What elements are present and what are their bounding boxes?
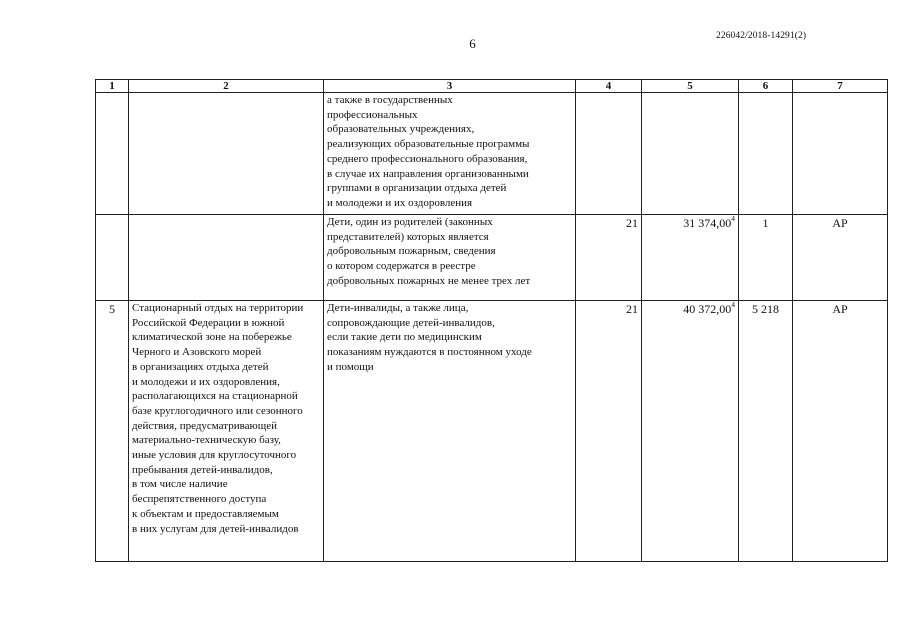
text-line: показаниям нуждаются в постоянном уходе	[327, 346, 532, 359]
text-line: и молодежи и их оздоровления	[327, 196, 473, 209]
text-line: добровольным пожарным, сведения	[327, 245, 496, 258]
footnote-mark: 4	[731, 300, 735, 309]
text-line: реализующих образовательные программы	[327, 138, 530, 151]
row-number-cell	[96, 215, 129, 301]
text-line: материально-техническую базу,	[132, 434, 281, 447]
text-line: действия, предусматривающей	[132, 419, 277, 432]
text-line: представителей) которых является	[327, 230, 489, 243]
text-line: Стационарный отдых на территории	[132, 302, 304, 314]
cost-cell	[642, 301, 739, 562]
days-cell: 21	[576, 301, 642, 562]
service-cell	[129, 93, 324, 215]
column-header: 5	[642, 80, 739, 93]
text-line: о котором содержатся в реестре	[327, 260, 476, 273]
table-row	[96, 301, 888, 562]
cost-cell	[642, 215, 739, 301]
service-cell	[129, 301, 324, 562]
service-cell	[129, 215, 324, 301]
data-table	[95, 79, 888, 562]
column-header: 6	[739, 80, 793, 93]
text-line: среднего профессионального образования,	[327, 152, 528, 165]
footnote-mark: 4	[731, 214, 735, 223]
text-line: в них услугам для детей-инвалидов	[132, 522, 299, 535]
category-cell	[324, 215, 576, 301]
text-line: к объектам и предоставляемым	[132, 507, 279, 520]
column-header: 1	[96, 80, 129, 93]
category-cell	[324, 93, 576, 215]
text-line: профессиональных	[327, 108, 418, 121]
text-line: образовательных учреждениях,	[327, 123, 475, 136]
text-line: беспрепятственного доступа	[132, 493, 267, 506]
row-number-cell: 5	[96, 301, 129, 562]
text-line: добровольных пожарных не менее трех лет	[327, 274, 531, 287]
text-line: и молодежи и их оздоровления,	[132, 375, 280, 388]
quantity-cell	[739, 93, 793, 215]
text-line: иные условия для круглосуточного	[132, 449, 297, 462]
text-line: группами в организации отдыха детей	[327, 182, 507, 195]
quantity-cell: 5 218	[739, 301, 793, 562]
header-row	[96, 80, 888, 93]
text-line: Дети, один из родителей (законных	[327, 216, 493, 228]
text-line: а также в государственных	[327, 94, 453, 106]
category-cell	[324, 301, 576, 562]
text-line: в организациях отдыха детей	[132, 360, 269, 373]
text-line: располагающихся на стационарной	[132, 390, 298, 403]
days-cell: 21	[576, 215, 642, 301]
quantity-cell: 1	[739, 215, 793, 301]
code-cell: АР	[793, 215, 888, 301]
text-line: климатической зоне на побережье	[132, 331, 292, 344]
table-row	[96, 215, 888, 301]
cost-value: 40 372,00	[683, 302, 732, 316]
text-line: Черного и Азовского морей	[132, 346, 262, 359]
text-line: в том числе наличие	[132, 478, 228, 491]
code-cell	[793, 93, 888, 215]
text-line: Российской Федерации в южной	[132, 316, 285, 329]
text-line: пребывания детей-инвалидов,	[132, 463, 273, 476]
text-line: и помощи	[327, 360, 374, 373]
cost-value: 31 374,00	[683, 216, 732, 230]
column-header: 4	[576, 80, 642, 93]
table-row	[96, 93, 888, 215]
code-cell: АР	[793, 301, 888, 562]
column-header: 3	[324, 80, 576, 93]
page-number: 6	[469, 36, 476, 51]
text-line: базе круглогодичного или сезонного	[132, 404, 303, 417]
text-line: если такие дети по медицинским	[327, 331, 482, 344]
text-line: сопровождающие детей-инвалидов,	[327, 316, 495, 329]
text-line: Дети-инвалиды, а также лица,	[327, 302, 469, 314]
column-header: 2	[129, 80, 324, 93]
cost-cell	[642, 93, 739, 215]
document-id: 226042/2018-14291(2)	[716, 31, 807, 41]
days-cell	[576, 93, 642, 215]
column-header: 7	[793, 80, 888, 93]
text-line: в случае их направления организованными	[327, 167, 529, 180]
row-number-cell	[96, 93, 129, 215]
